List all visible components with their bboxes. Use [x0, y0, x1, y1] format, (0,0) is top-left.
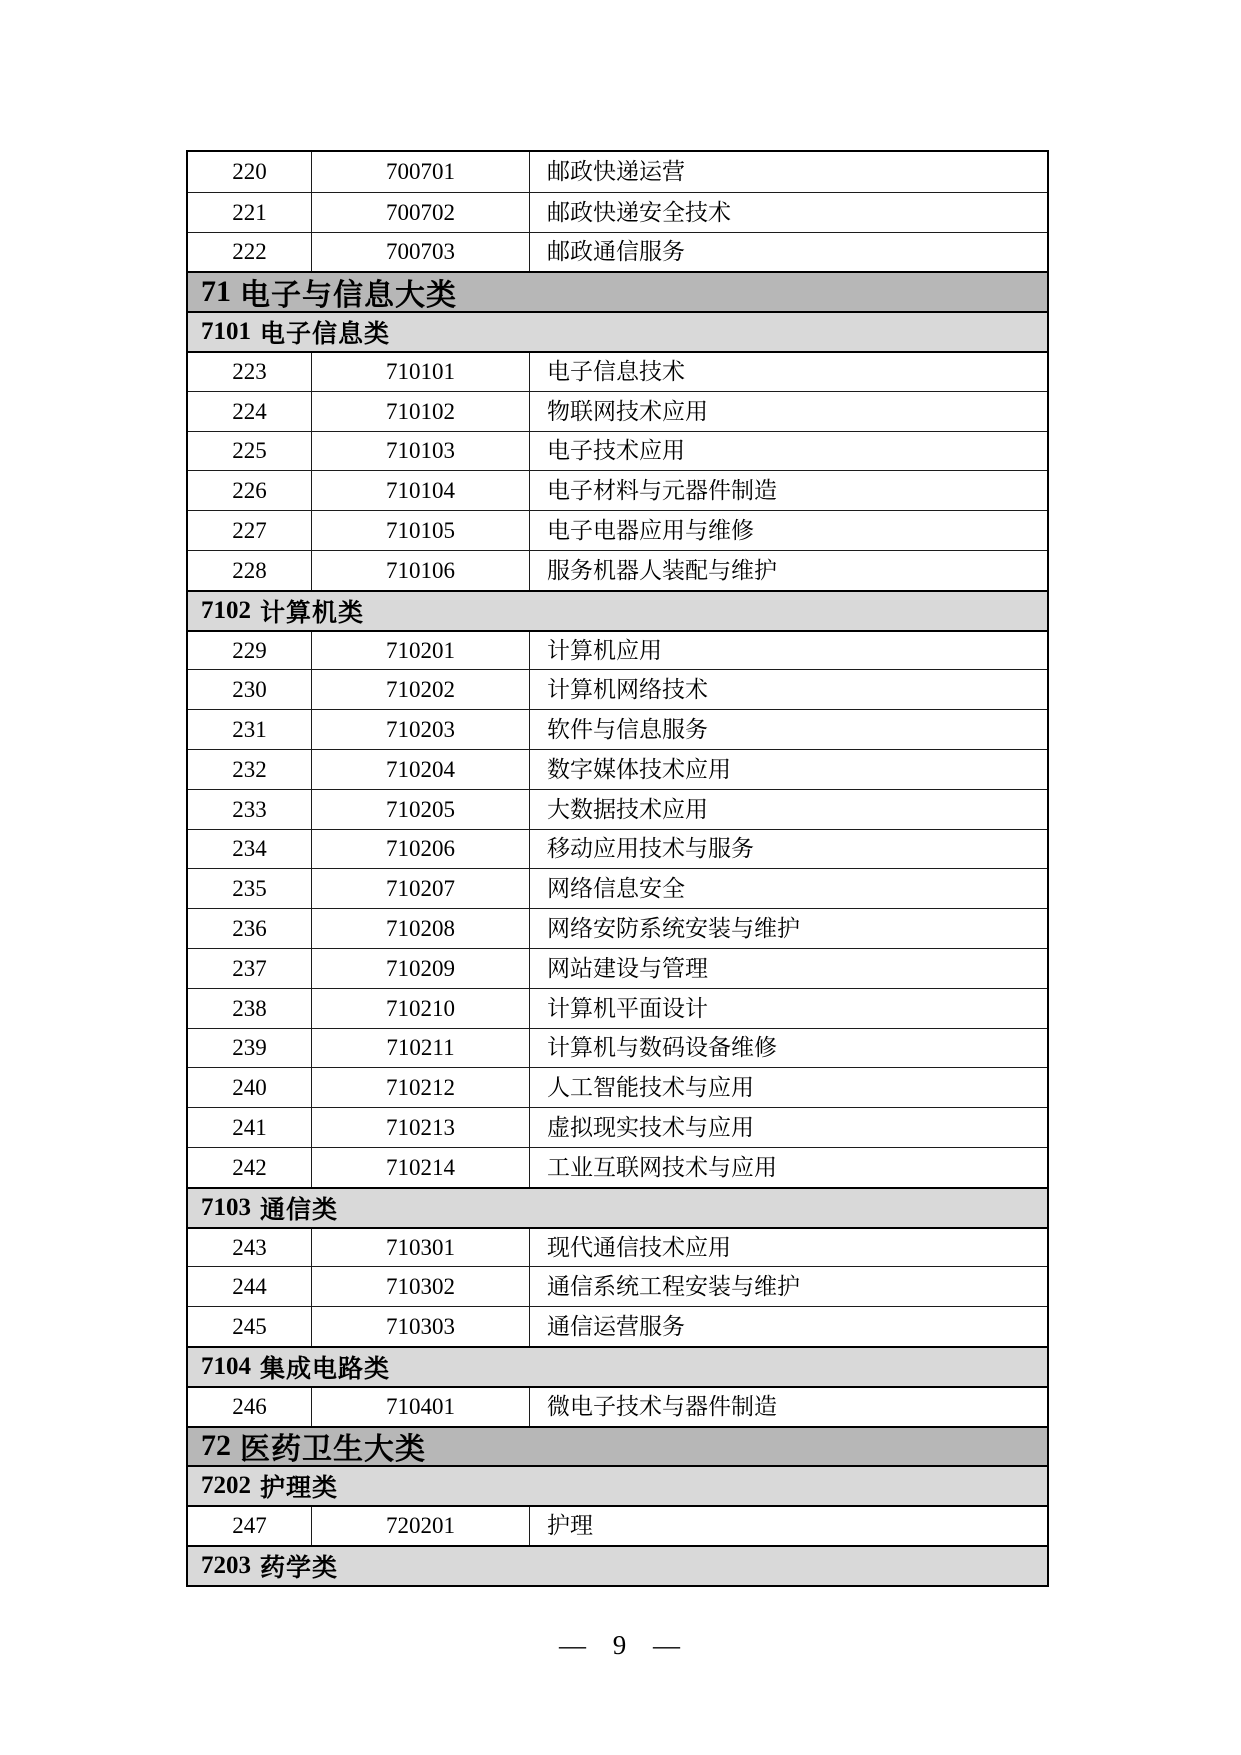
name-cell: 微电子技术与器件制造 [547, 1394, 777, 1420]
table-row [188, 908, 1047, 948]
code-table [186, 150, 1049, 1587]
section-header-row [188, 1465, 1047, 1505]
row-number-cell: 230 [188, 670, 312, 709]
name-cell: 网站建设与管理 [547, 955, 708, 981]
code-cell: 710202 [312, 670, 530, 709]
section-header-row [188, 1426, 1047, 1466]
table-row [188, 232, 1047, 272]
code-cell: 710401 [312, 1388, 530, 1426]
row-number-cell: 221 [188, 193, 312, 232]
table-row [188, 868, 1047, 908]
row-number-cell: 239 [188, 1029, 312, 1068]
row-number-cell: 235 [188, 869, 312, 908]
name-cell: 网络安防系统安装与维护 [547, 916, 800, 942]
name-cell: 移动应用技术与服务 [547, 836, 754, 862]
row-number-cell: 225 [188, 432, 312, 471]
row-number-cell: 232 [188, 750, 312, 789]
section-header-row [188, 311, 1047, 351]
row-number-cell: 244 [188, 1267, 312, 1306]
section-code: 7104 [201, 1352, 251, 1380]
name-cell: 服务机器人装配与维护 [547, 557, 777, 583]
name-cell: 邮政通信服务 [547, 239, 685, 265]
table-row [188, 789, 1047, 829]
name-cell: 通信系统工程安装与维护 [547, 1274, 800, 1300]
code-cell: 710213 [312, 1108, 530, 1147]
row-number-cell: 238 [188, 989, 312, 1028]
code-cell: 710204 [312, 750, 530, 789]
name-cell: 计算机与数码设备维修 [547, 1035, 777, 1061]
code-cell: 710201 [312, 632, 530, 670]
code-cell: 710301 [312, 1229, 530, 1267]
table-row [188, 431, 1047, 471]
table-row [188, 948, 1047, 988]
section-code: 7203 [201, 1551, 251, 1579]
name-cell: 人工智能技术与应用 [547, 1075, 754, 1101]
name-cell: 通信运营服务 [547, 1314, 685, 1339]
code-cell: 710102 [312, 392, 530, 431]
row-number-cell: 233 [188, 790, 312, 829]
table-row [188, 550, 1047, 590]
section-code: 7103 [201, 1193, 251, 1221]
table-row [188, 829, 1047, 869]
section-header-row [188, 271, 1047, 311]
section-code: 71 [201, 275, 231, 309]
name-cell: 电子信息技术 [547, 359, 685, 385]
section-code: 72 [201, 1429, 231, 1463]
code-cell: 710211 [312, 1029, 530, 1068]
table-row [188, 1107, 1047, 1147]
table-row [188, 1266, 1047, 1306]
table-row [188, 709, 1047, 749]
code-cell: 700703 [312, 233, 530, 272]
table-row [188, 351, 1047, 391]
row-number-cell: 247 [188, 1507, 312, 1545]
row-number-cell: 222 [188, 233, 312, 272]
table-row [188, 152, 1047, 192]
code-cell: 700702 [312, 193, 530, 232]
code-cell: 710105 [312, 511, 530, 550]
name-cell: 计算机网络技术 [547, 677, 708, 703]
name-cell: 邮政快递安全技术 [547, 199, 731, 225]
section-code: 7101 [201, 318, 251, 346]
row-number-cell: 246 [188, 1388, 312, 1426]
table-row [188, 1028, 1047, 1068]
code-cell: 710214 [312, 1148, 530, 1187]
page-number: — 9 — [559, 1630, 682, 1660]
code-cell: 710209 [312, 949, 530, 988]
table-row [188, 669, 1047, 709]
row-number-cell: 226 [188, 471, 312, 510]
code-cell: 710103 [312, 432, 530, 471]
row-number-cell: 231 [188, 710, 312, 749]
table-row [188, 749, 1047, 789]
section-label: 通信类 [260, 1195, 339, 1224]
row-number-cell: 241 [188, 1108, 312, 1147]
row-number-cell: 240 [188, 1068, 312, 1107]
row-number-cell: 227 [188, 511, 312, 550]
row-number-cell: 228 [188, 551, 312, 590]
row-number-cell: 243 [188, 1229, 312, 1267]
section-code: 7202 [201, 1472, 251, 1500]
table-row [188, 1227, 1047, 1267]
section-label: 医药卫生大类 [240, 1433, 426, 1467]
name-cell: 软件与信息服务 [547, 717, 708, 743]
code-cell: 710212 [312, 1068, 530, 1107]
code-cell: 710205 [312, 790, 530, 829]
code-cell: 710302 [312, 1267, 530, 1306]
table-row [188, 630, 1047, 670]
code-cell: 710101 [312, 353, 530, 391]
section-label: 集成电路类 [260, 1354, 391, 1383]
name-cell: 电子材料与元器件制造 [547, 478, 777, 504]
row-number-cell: 229 [188, 632, 312, 670]
section-label: 电子与信息大类 [240, 279, 457, 313]
name-cell: 虚拟现实技术与应用 [547, 1115, 754, 1141]
section-header-row [188, 1187, 1047, 1227]
section-label: 药学类 [260, 1553, 339, 1582]
section-header-row [188, 1545, 1047, 1585]
row-number-cell: 245 [188, 1307, 312, 1346]
name-cell: 计算机平面设计 [547, 995, 708, 1021]
table-row [188, 470, 1047, 510]
name-cell: 数字媒体技术应用 [547, 756, 731, 782]
table-row [188, 1147, 1047, 1187]
code-cell: 710208 [312, 909, 530, 948]
table-row [188, 192, 1047, 232]
table-row [188, 1505, 1047, 1545]
code-cell: 710104 [312, 471, 530, 510]
row-number-cell: 224 [188, 392, 312, 431]
section-header-row [188, 1346, 1047, 1386]
row-number-cell: 242 [188, 1148, 312, 1187]
section-label: 护理类 [260, 1474, 339, 1503]
name-cell: 物联网技术应用 [547, 398, 708, 424]
table-row [188, 391, 1047, 431]
code-cell: 710206 [312, 830, 530, 869]
code-cell: 700701 [312, 152, 530, 192]
code-cell: 710207 [312, 869, 530, 908]
code-cell: 710303 [312, 1307, 530, 1346]
name-cell: 护理 [547, 1513, 593, 1539]
table-row [188, 988, 1047, 1028]
code-cell: 710210 [312, 989, 530, 1028]
code-cell: 710106 [312, 551, 530, 590]
name-cell: 现代通信技术应用 [547, 1234, 731, 1260]
section-code: 7102 [201, 596, 251, 624]
section-label: 计算机类 [260, 598, 365, 627]
table-row [188, 510, 1047, 550]
code-cell: 710203 [312, 710, 530, 749]
table-row [188, 1306, 1047, 1346]
section-label: 电子信息类 [260, 320, 391, 349]
row-number-cell: 223 [188, 353, 312, 391]
table-row [188, 1067, 1047, 1107]
name-cell: 计算机应用 [547, 637, 662, 663]
name-cell: 工业互联网技术与应用 [547, 1154, 777, 1180]
name-cell: 电子技术应用 [547, 438, 685, 464]
name-cell: 大数据技术应用 [547, 796, 708, 822]
row-number-cell: 220 [188, 152, 312, 192]
section-header-row [188, 590, 1047, 630]
name-cell: 电子电器应用与维修 [547, 518, 754, 544]
table-row [188, 1386, 1047, 1426]
row-number-cell: 237 [188, 949, 312, 988]
code-cell: 720201 [312, 1507, 530, 1545]
name-cell: 网络信息安全 [547, 876, 685, 902]
row-number-cell: 236 [188, 909, 312, 948]
name-cell: 邮政快递运营 [547, 159, 685, 185]
row-number-cell: 234 [188, 830, 312, 869]
